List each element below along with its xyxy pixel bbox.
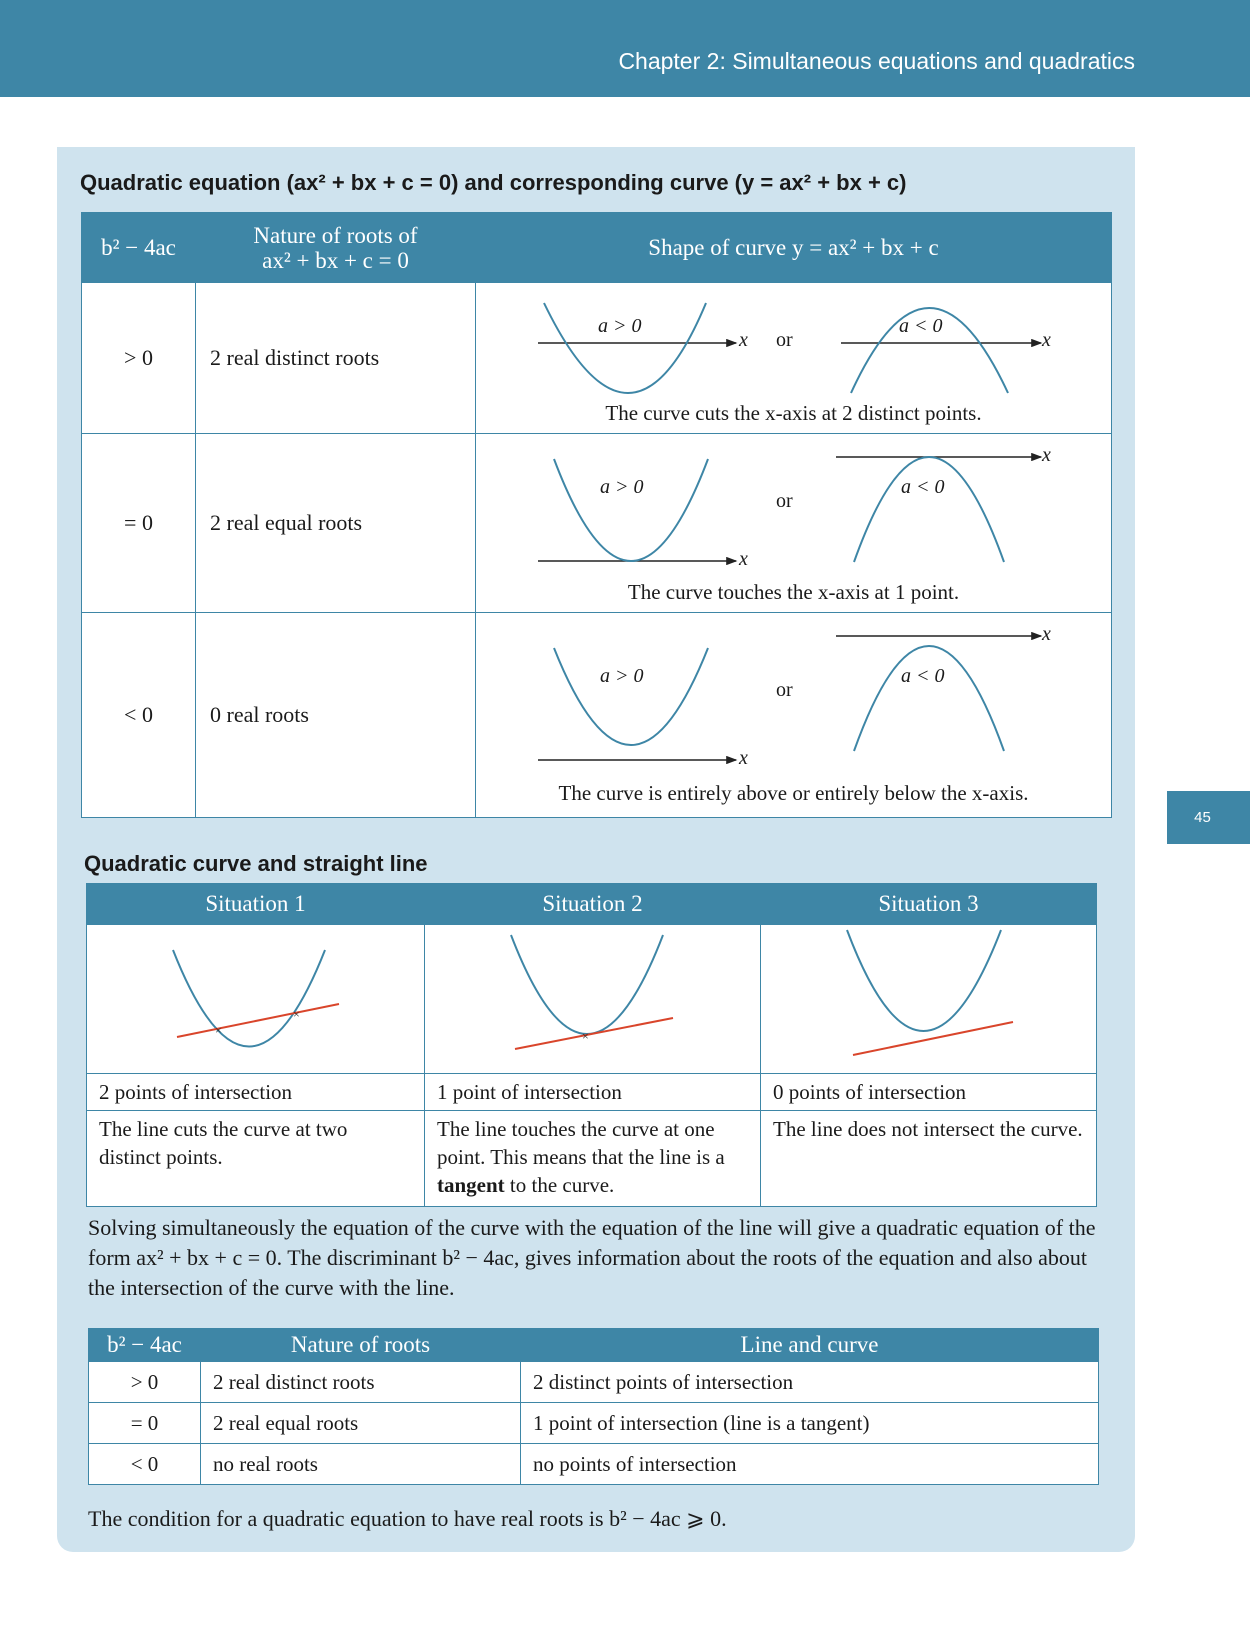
situation-1-desc: The line cuts the curve at two distinct points. [87, 1111, 425, 1207]
label-or: or [776, 679, 793, 701]
label-x: x [739, 747, 748, 769]
summary-header-disc: b² − 4ac [89, 1329, 201, 1362]
situation-2-count: 1 point of intersection [425, 1074, 761, 1111]
section2-title: Quadratic curve and straight line [84, 851, 428, 876]
situation-3-graph [761, 925, 1097, 1066]
situation-1-count: 2 points of intersection [87, 1074, 425, 1111]
disc-negative: < 0 [82, 613, 196, 818]
disc-positive: > 0 [82, 283, 196, 434]
tangent-term: tangent [437, 1173, 505, 1197]
label-a-neg: a < 0 [901, 476, 945, 498]
summary-nature: 2 real distinct roots [201, 1362, 521, 1403]
summary-line: 1 point of intersection (line is a tangent) [521, 1403, 1099, 1444]
disc-zero: = 0 [82, 434, 196, 613]
label-a-pos: a > 0 [600, 665, 644, 687]
label-x: x [1042, 623, 1051, 645]
explanation-paragraph: Solving simultaneously the equation of the curve with the equation of the line will give a quadratic equation of the form ax² + bx + c = 0. The discriminant b² − 4ac, gives information about the roots of the equation and also about the intersection of the curve with the line. [88, 1215, 1096, 1300]
label-x: x [1042, 329, 1051, 351]
shape-cell-positive [476, 283, 1112, 434]
header-situation-3: Situation 3 [761, 884, 1097, 925]
nature-none: 0 real roots [196, 613, 476, 818]
situation-2-desc [425, 1111, 761, 1207]
shape-cell-negative [476, 613, 1112, 818]
caption-one-point: The curve touches the x-axis at 1 point. [627, 580, 960, 604]
situation-1-graph [87, 925, 425, 1066]
summary-disc: = 0 [89, 1403, 201, 1444]
header-nature-line1: Nature of roots of [253, 222, 418, 248]
label-a-neg: a < 0 [899, 315, 943, 337]
discriminant-shape-table [81, 212, 1112, 818]
situation-3-desc: The line does not intersect the curve. [761, 1111, 1097, 1207]
nature-distinct: 2 real distinct roots [196, 283, 476, 434]
summary-header-nature: Nature of roots [201, 1329, 521, 1362]
situation-2-graph [425, 925, 761, 1066]
situation-3-diagram [761, 925, 1097, 1074]
summary-header-line: Line and curve [521, 1329, 1099, 1362]
label-x: x [739, 329, 748, 351]
curve-line-table [86, 883, 1097, 1207]
situation-2-diagram [425, 925, 761, 1074]
caption-no-points: The curve is entirely above or entirely below the x-axis. [558, 781, 1029, 805]
summary-table [88, 1328, 1099, 1485]
svg-text:×: × [582, 1029, 589, 1043]
summary-disc: < 0 [89, 1444, 201, 1485]
svg-text:×: × [215, 1023, 222, 1037]
section1-title: Quadratic equation (ax² + bx + c = 0) and corresponding curve (y = ax² + bx + c) [80, 170, 907, 195]
shape-cell-zero [476, 434, 1112, 613]
situation-1-diagram [87, 925, 425, 1074]
real-roots-condition: The condition for a quadratic equation to have real roots is b² − 4ac ⩾ 0. [88, 1506, 727, 1531]
header-situation-2: Situation 2 [425, 884, 761, 925]
summary-line: 2 distinct points of intersection [521, 1362, 1099, 1403]
header-shape: Shape of curve y = ax² + bx + c [476, 213, 1112, 283]
situation-2-desc-end: to the curve. [504, 1173, 615, 1197]
page-number: 45 [1167, 791, 1250, 844]
header-nature [196, 213, 476, 283]
chapter-title: Chapter 2: Simultaneous equations and quadratics [618, 48, 1135, 74]
label-or: or [776, 490, 793, 512]
summary-nature: no real roots [201, 1444, 521, 1485]
summary-line: no points of intersection [521, 1444, 1099, 1485]
summary-nature: 2 real equal roots [201, 1403, 521, 1444]
label-a-neg: a < 0 [901, 665, 945, 687]
label-or: or [776, 329, 793, 351]
caption-two-points: The curve cuts the x-axis at 2 distinct points. [605, 401, 982, 425]
situation-2-desc-text: The line touches the curve at one point. This means that the line is a [437, 1117, 725, 1169]
situation-3-count: 0 points of intersection [761, 1074, 1097, 1111]
label-a-pos: a > 0 [598, 315, 642, 337]
header-discriminant: b² − 4ac [82, 213, 196, 283]
label-a-pos: a > 0 [600, 476, 644, 498]
header-situation-1: Situation 1 [87, 884, 425, 925]
header-nature-line2: ax² + bx + c = 0 [262, 247, 409, 273]
label-x: x [1042, 444, 1051, 466]
nature-equal: 2 real equal roots [196, 434, 476, 613]
svg-text:×: × [293, 1007, 300, 1021]
summary-disc: > 0 [89, 1362, 201, 1403]
label-x: x [739, 548, 748, 570]
